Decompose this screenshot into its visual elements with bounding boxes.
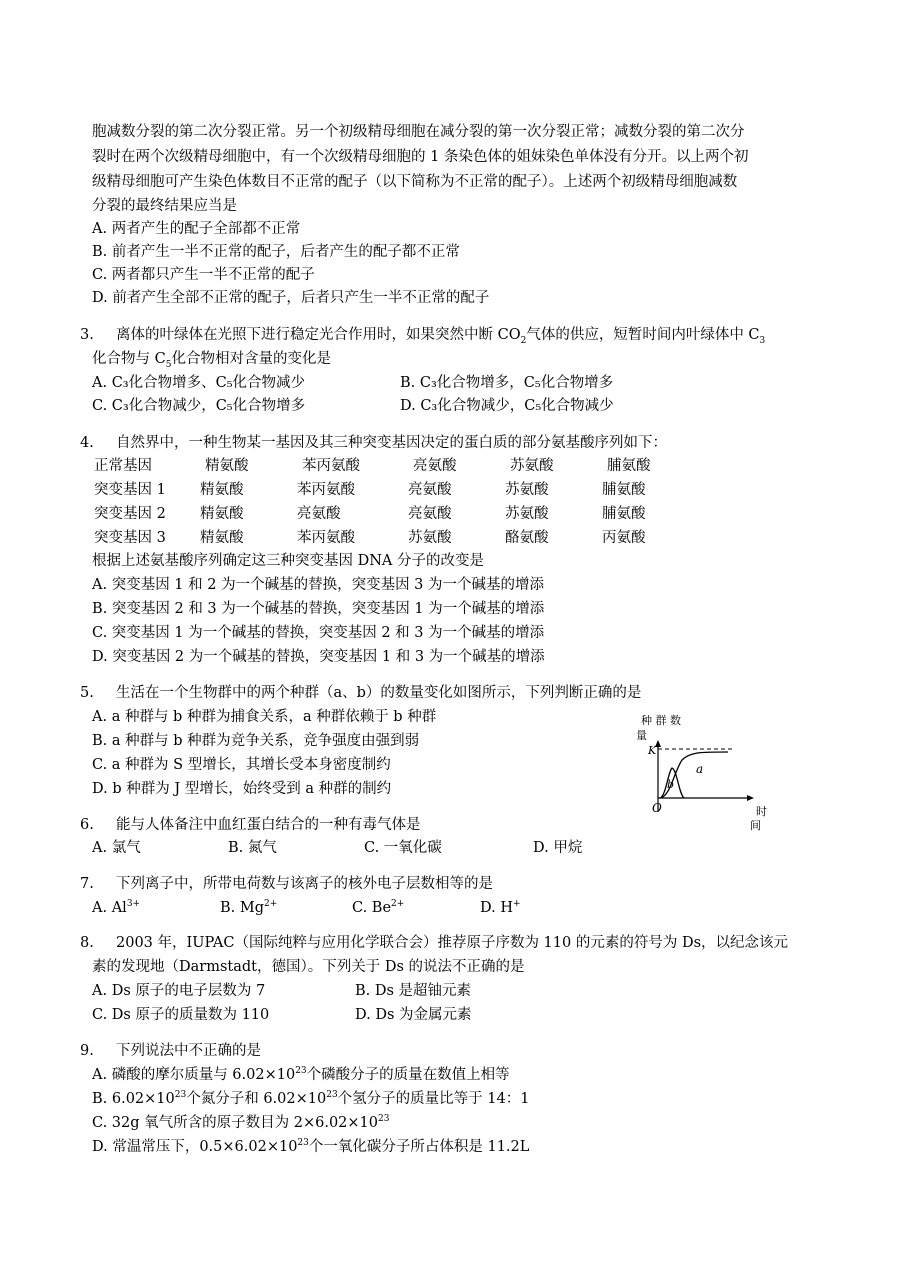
table-cell: 丙氨酸 xyxy=(602,530,646,546)
table-cell: 苏氨酸 xyxy=(505,482,549,498)
q4-option-c: C. 突变基因 1 为一个碱基的替换，突变基因 2 和 3 为一个碱基的增添 xyxy=(92,625,545,641)
q2-option-d: D. 前者产生全部不正常的配子，后者只产生一半不正常的配子 xyxy=(92,290,490,306)
q3-sub: 5 xyxy=(165,359,172,370)
q3-stem-line2 xyxy=(92,349,331,369)
q3-text: 离体的叶绿体在光照下进行稳定光合作用时，如果突然中断 CO xyxy=(116,327,521,343)
q7-option-c xyxy=(352,898,404,918)
q8-option-b: B. Ds 是超铀元素 xyxy=(355,983,472,999)
q6-option-a: A. 氯气 xyxy=(92,840,141,856)
q5-option-a: A. a 种群与 b 种群为捕食关系，a 种群依赖于 b 种群 xyxy=(92,709,437,725)
q2-option-b: B. 前者产生一半不正常的配子，后者产生的配子都不正常 xyxy=(92,244,460,260)
q4-option-b: B. 突变基因 2 和 3 为一个碱基的替换，突变基因 1 为一个碱基的增添 xyxy=(92,601,545,617)
q3-option-a: A. C₃化合物增多、C₅化合物减少 xyxy=(92,375,306,391)
q3-sub: 2 xyxy=(520,335,527,346)
intro-line: 分裂的最终结果应当是 xyxy=(92,198,237,214)
q9-sup: 23 xyxy=(174,1090,187,1101)
graph-x-arrow xyxy=(747,795,754,801)
table-cell: 脯氨酸 xyxy=(602,506,646,522)
q8-number: 8. xyxy=(80,935,94,951)
q3-text: 化合物相对含量的变化是 xyxy=(171,351,331,367)
q7-option-b xyxy=(220,898,277,918)
table-cell: 精氨酸 xyxy=(200,482,244,498)
q6-option-b: B. 氮气 xyxy=(228,840,277,856)
q9-text: A. 磷酸的摩尔质量与 6.02×10 xyxy=(92,1067,296,1083)
q9-text: B. 6.02×10 xyxy=(92,1091,175,1107)
q4-question: 根据上述氨基酸序列确定这三种突变基因 DNA 分子的改变是 xyxy=(92,553,485,569)
q9-text: 个氮分子和 6.02×10 xyxy=(186,1091,327,1107)
table-cell: 苏氨酸 xyxy=(505,506,549,522)
table-cell: 苯丙氨酸 xyxy=(302,458,360,474)
q7-option-a xyxy=(92,898,140,918)
table-cell: 突变基因 3 xyxy=(94,530,166,546)
table-cell: 精氨酸 xyxy=(200,506,244,522)
q9-text: 个一氧化碳分子所占体积是 11.2L xyxy=(308,1139,530,1155)
q9-stem: 下列说法中不正确的是 xyxy=(116,1043,261,1059)
table-cell: 正常基因 xyxy=(94,458,152,474)
q4-number: 4. xyxy=(80,435,94,451)
q3-option-c: C. C₃化合物减少，C₅化合物增多 xyxy=(92,398,306,414)
curve-a xyxy=(660,752,728,798)
table-cell: 亮氨酸 xyxy=(297,506,341,522)
q5-option-b: B. a 种群与 b 种群为竞争关系，竞争强度由强到弱 xyxy=(92,733,420,749)
q8-option-d: D. Ds 为金属元素 xyxy=(355,1007,472,1023)
q9-text: D. 常温常压下，0.5×6.02×10 xyxy=(92,1139,298,1155)
q7-text: D. H xyxy=(480,900,513,916)
q3-stem-line1 xyxy=(116,325,765,345)
table-cell: 亮氨酸 xyxy=(408,506,452,522)
graph-xlabel: 间 xyxy=(750,819,761,832)
table-cell: 苏氨酸 xyxy=(510,458,554,474)
q5-stem: 生活在一个生物群中的两个种群（a、b）的数量变化如图所示，下列判断正确的是 xyxy=(116,685,642,701)
q3-text: 气体的供应，短暂时间内叶绿体中 C xyxy=(526,327,760,343)
graph-origin-label: O xyxy=(652,801,662,815)
q6-number: 6. xyxy=(80,817,94,833)
graph-xlabel: 时 xyxy=(756,805,767,818)
table-cell: 突变基因 1 xyxy=(94,482,166,498)
population-graph xyxy=(636,712,770,832)
q6-option-d: D. 甲烷 xyxy=(533,840,583,856)
table-cell: 精氨酸 xyxy=(200,530,244,546)
q6-stem: 能与人体备注中血红蛋白结合的一种有毒气体是 xyxy=(116,817,421,833)
curve-b-label: b xyxy=(667,778,675,791)
q7-option-d xyxy=(480,898,521,918)
q5-option-d: D. b 种群为 J 型增长，始终受到 a 种群的制约 xyxy=(92,781,392,797)
intro-line: 胞减数分裂的第二次分裂正常。另一个初级精母细胞在减分裂的第一次分裂正常；减数分裂的第二次分 xyxy=(92,124,745,140)
q9-text: 个磷酸分子的质量在数值上相等 xyxy=(306,1067,510,1083)
graph-k-label: K xyxy=(648,744,657,757)
table-cell: 亮氨酸 xyxy=(408,482,452,498)
q9-number: 9. xyxy=(80,1043,94,1059)
table-cell: 苯丙氨酸 xyxy=(297,530,355,546)
q7-text: B. Mg xyxy=(220,900,265,916)
q2-option-a: A. 两者产生的配子全部都不正常 xyxy=(92,221,301,237)
q7-sup: 2+ xyxy=(264,899,278,910)
q2-option-c: C. 两者都只产生一半不正常的配子 xyxy=(92,267,315,283)
q4-option-d: D. 突变基因 2 为一个碱基的替换，突变基因 1 和 3 为一个碱基的增添 xyxy=(92,649,545,665)
curve-a-label: a xyxy=(696,762,704,776)
table-cell: 突变基因 2 xyxy=(94,506,166,522)
q7-stem: 下列离子中，所带电荷数与该离子的核外电子层数相等的是 xyxy=(116,876,493,892)
q9-sup: 23 xyxy=(297,1138,309,1149)
table-cell: 脯氨酸 xyxy=(602,482,646,498)
q9-sup: 23 xyxy=(378,1114,390,1125)
intro-line: 裂时在两个次级精母细胞中，有一个次级精母细胞的 1 条染色体的姐妹染色单体没有分开。以上两个初 xyxy=(92,149,749,165)
q3-number: 3. xyxy=(80,327,94,343)
q8-stem-line1: 2003 年，IUPAC（国际纯粹与应用化学联合会）推荐原子序数为 110 的元素的符号为 Ds，以纪念该元 xyxy=(116,935,789,951)
q8-option-a: A. Ds 原子的电子层数为 7 xyxy=(92,983,266,999)
q4-option-a: A. 突变基因 1 和 2 为一个碱基的替换，突变基因 3 为一个碱基的增添 xyxy=(92,577,545,593)
q9-option-b xyxy=(92,1089,529,1109)
q9-text: C. 32g 氧气所含的原子数目为 2×6.02×10 xyxy=(92,1115,379,1131)
population-graph-svg xyxy=(636,712,770,832)
q3-text: 化合物与 C xyxy=(92,351,166,367)
table-cell: 亮氨酸 xyxy=(413,458,457,474)
q7-text: C. Be xyxy=(352,900,392,916)
table-cell: 苯丙氨酸 xyxy=(297,482,355,498)
table-cell: 酪氨酸 xyxy=(505,530,549,546)
graph-ylabel: 种 群 数 xyxy=(641,714,681,727)
q6-option-c: C. 一氧化碳 xyxy=(364,840,442,856)
q7-number: 7. xyxy=(80,876,94,892)
table-cell: 苏氨酸 xyxy=(408,530,452,546)
q5-number: 5. xyxy=(80,685,94,701)
q7-sup: 2+ xyxy=(391,899,405,910)
q5-option-c: C. a 种群为 S 型增长，其增长受本身密度制约 xyxy=(92,757,391,773)
q9-option-d xyxy=(92,1137,529,1157)
q9-sup: 23 xyxy=(326,1090,338,1101)
q9-option-a xyxy=(92,1065,510,1085)
graph-ylabel: 量 xyxy=(636,729,647,742)
q9-option-c xyxy=(92,1113,389,1133)
q7-sup: + xyxy=(512,899,521,910)
q3-sub: 3 xyxy=(759,335,766,346)
q7-sup: 3+ xyxy=(126,899,141,910)
q8-option-c: C. Ds 原子的质量数为 110 xyxy=(92,1007,270,1023)
q4-stem: 自然界中，一种生物某一基因及其三种突变基因决定的蛋白质的部分氨基酸序列如下： xyxy=(116,435,667,451)
q9-sup: 23 xyxy=(295,1066,307,1077)
table-cell: 精氨酸 xyxy=(205,458,249,474)
q9-text: 个氢分子的质量比等于 14：1 xyxy=(337,1091,530,1107)
q3-option-b: B. C₃化合物增多，C₅化合物增多 xyxy=(400,375,614,391)
intro-line: 级精母细胞可产生染色体数目不正常的配子（以下简称为不正常的配子）。上述两个初级精母细胞减数 xyxy=(92,174,738,190)
q3-option-d: D. C₃化合物减少，C₅化合物减少 xyxy=(400,398,614,414)
table-cell: 脯氨酸 xyxy=(607,458,651,474)
q8-stem-line2: 素的发现地（Darmstadt，德国）。下列关于 Ds 的说法不正确的是 xyxy=(92,959,525,975)
q7-text: A. Al xyxy=(92,900,127,916)
